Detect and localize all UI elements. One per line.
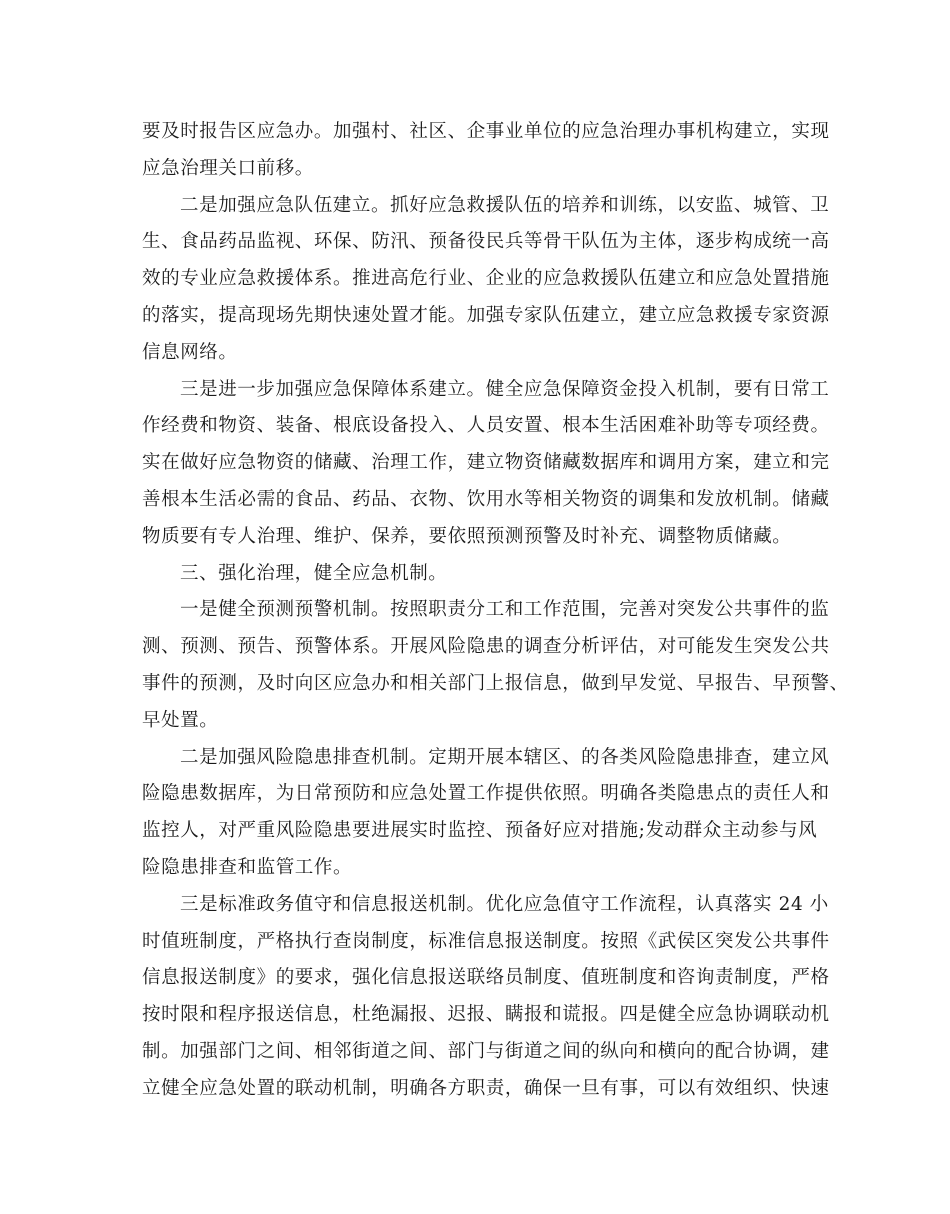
text-line: 险隐患排查和监管工作。 bbox=[142, 856, 353, 878]
text-line: 一是健全预测预警机制。按照职责分工和工作范围，完善对突发公共事件的监 bbox=[180, 599, 830, 621]
text-line: 实在做好应急物资的储藏、治理工作，建立物资储藏数据库和调用方案，建立和完 bbox=[142, 452, 830, 474]
text-line: 早处置。 bbox=[142, 709, 219, 731]
text-line: 二是加强风险隐患排查机制。定期开展本辖区、的各类风险隐患排查，建立风 bbox=[180, 746, 830, 768]
text-line: 作经费和物资、装备、根底设备投入、人员安置、根本生活困难补助等专项经费。 bbox=[142, 415, 830, 437]
text-line: 三是标准政务值守和信息报送机制。优化应急值守工作流程，认真落实 24 小 bbox=[180, 893, 829, 915]
text-line: 信息报送制度》的要求，强化信息报送联络员制度、值班制度和咨询责制度，严格 bbox=[142, 967, 830, 989]
text-line: 测、预测、预告、预警体系。开展风险隐患的调查分析评估，对可能发生突发公共 bbox=[142, 636, 830, 658]
document-body bbox=[142, 114, 849, 1108]
text-line: 的落实，提高现场先期快速处置才能。加强专家队伍建立，建立应急救援专家资源 bbox=[142, 304, 830, 326]
text-line: 立健全应急处置的联动机制，明确各方职责，确保一旦有事，可以有效组织、快速 bbox=[142, 1077, 830, 1099]
text-line: 善根本生活必需的食品、药品、衣物、饮用水等相关物资的调集和发放机制。储藏 bbox=[142, 488, 830, 510]
text-line: 三是进一步加强应急保障体系建立。健全应急保障资金投入机制，要有日常工 bbox=[180, 378, 830, 400]
text-line: 险隐患数据库，为日常预防和应急处置工作提供依照。明确各类隐患点的责任人和 bbox=[142, 783, 830, 805]
text-line: 物质要有专人治理、维护、保养，要依照预测预警及时补充、调整物质储藏。 bbox=[142, 525, 792, 547]
text-line: 效的专业应急救援体系。推进高危行业、企业的应急救援队伍建立和应急处置措施 bbox=[142, 268, 830, 290]
text-line: 应急治理关口前移。 bbox=[142, 157, 314, 179]
text-line: 要及时报告区应急办。加强村、社区、企事业单位的应急治理办事机构建立，实现 bbox=[142, 121, 830, 142]
text-line: 事件的预测，及时向区应急办和相关部门上报信息，做到早发觉、早报告、早预警、 bbox=[142, 672, 849, 694]
text-line: 信息网络。 bbox=[142, 341, 238, 363]
text-line: 监控人，对严重风险隐患要进展实时监控、预备好应对措施;发动群众主动参与风 bbox=[142, 820, 818, 842]
text-line: 生、食品药品监视、环保、防汛、预备役民兵等骨干队伍为主体，逐步构成统一高 bbox=[142, 231, 830, 253]
text-line: 制。加强部门之间、相邻街道之间、部门与街道之间的纵向和横向的配合协调，建 bbox=[142, 1040, 830, 1062]
text-line: 三、强化治理，健全应急机制。 bbox=[180, 562, 448, 584]
text-line: 按时限和程序报送信息，杜绝漏报、迟报、瞒报和谎报。四是健全应急协调联动机 bbox=[142, 1004, 830, 1026]
text-line: 二是加强应急队伍建立。抓好应急救援队伍的培养和训练，以安监、城管、卫 bbox=[180, 194, 830, 216]
text-line: 时值班制度，严格执行查岗制度，标准信息报送制度。按照《武侯区突发公共事件 bbox=[142, 930, 830, 952]
